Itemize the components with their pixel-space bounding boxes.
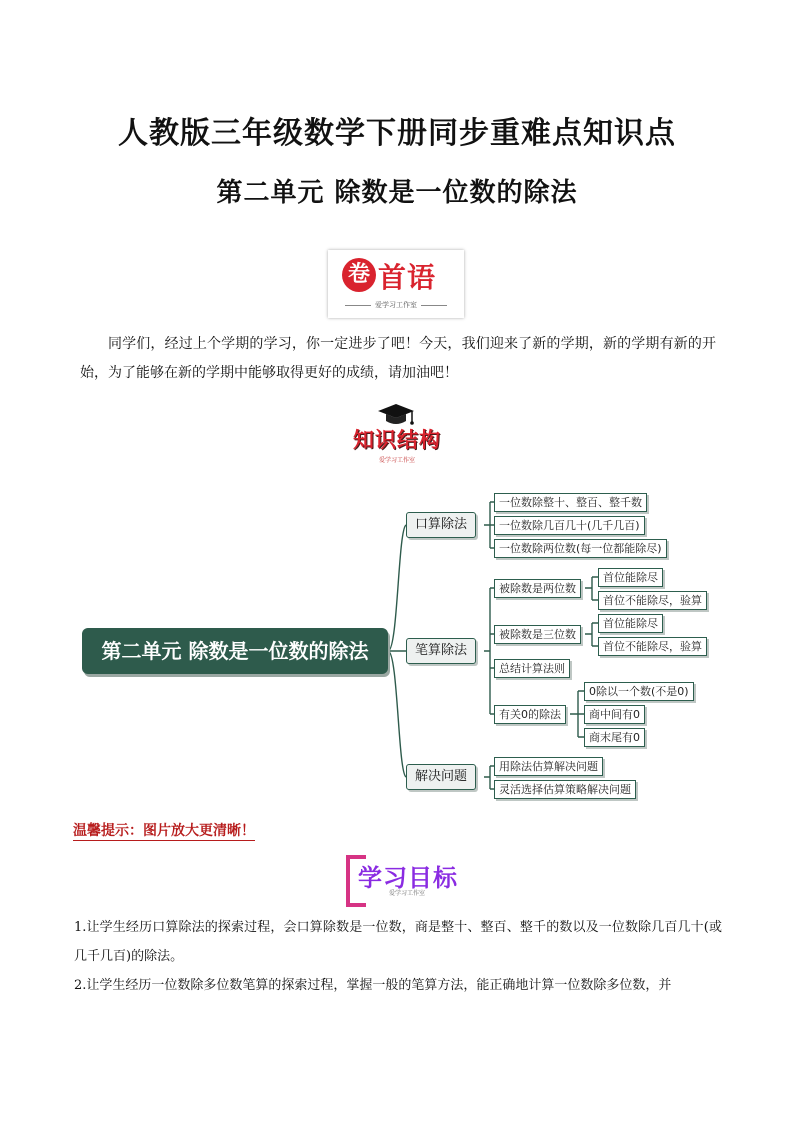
mindmap-root: 第二单元 除数是一位数的除法 (82, 628, 388, 674)
sub4-item: 商末尾有0 (584, 728, 645, 747)
xuexi-logo-sub: 爱学习工作室 (388, 890, 425, 897)
sub4-item: 商中间有0 (584, 705, 645, 724)
zhishi-logo-text: 知识结构 (353, 428, 441, 452)
goal-item: 2.让学生经历一位数除多位数笔算的探索过程，掌握一般的笔算方法，能正确地计算一位数除多位数，并 (74, 978, 672, 993)
branch-written-division: 笔算除法 (406, 638, 476, 664)
zhishi-logo-sub: 爱学习工作室 (378, 457, 415, 464)
goal-item: 1.让学生经历口算除法的探索过程，会口算除数是一位数，商是整十、整百、整千的数以及一位数除几百几十(或几千几百)的除法。 (74, 920, 722, 964)
juanshouyu-logo-sub: 爱学习工作室 (328, 300, 464, 310)
juanshouyu-logo-text: 首语 (378, 261, 437, 294)
page-title: 人教版三年级数学下册同步重难点知识点 (118, 116, 676, 151)
branch3-item: 灵活选择估算策略解决问题 (494, 780, 636, 799)
xuexi-logo-text: 学习目标 (358, 864, 458, 892)
juan-circle-icon: 卷 (342, 258, 376, 292)
branch1-item: 一位数除整十、整百、整千数 (494, 493, 647, 512)
branch-problem-solving: 解决问题 (406, 764, 476, 790)
page-subtitle: 第二单元 除数是一位数的除法 (216, 178, 578, 208)
sub-zero-division: 有关0的除法 (494, 705, 566, 724)
sub2-item: 首位不能除尽，验算 (598, 637, 707, 656)
sub-summary-rules: 总结计算法则 (494, 659, 570, 678)
sub-three-digit-dividend: 被除数是三位数 (494, 625, 581, 644)
sub2-item: 首位能除尽 (598, 614, 663, 633)
branch3-item: 用除法估算解决问题 (494, 757, 603, 776)
sub4-item: 0除以一个数(不是0) (584, 682, 694, 701)
branch1-item: 一位数除几百几十(几千几百) (494, 516, 645, 535)
sub1-item: 首位能除尽 (598, 568, 663, 587)
branch1-item: 一位数除两位数(每一位都能除尽) (494, 539, 667, 558)
intro-paragraph: 同学们，经过上个学期的学习，你一定进步了吧！今天，我们迎来了新的学期，新的学期有新的开始，为了能够在新的学期中能够取得更好的成绩，请加油吧！ (80, 336, 716, 381)
sub1-item: 首位不能除尽，验算 (598, 591, 707, 610)
sub-two-digit-dividend: 被除数是两位数 (494, 579, 581, 598)
branch-oral-division: 口算除法 (406, 512, 476, 538)
tip-text: 温馨提示：图片放大更清晰！ (73, 823, 255, 839)
